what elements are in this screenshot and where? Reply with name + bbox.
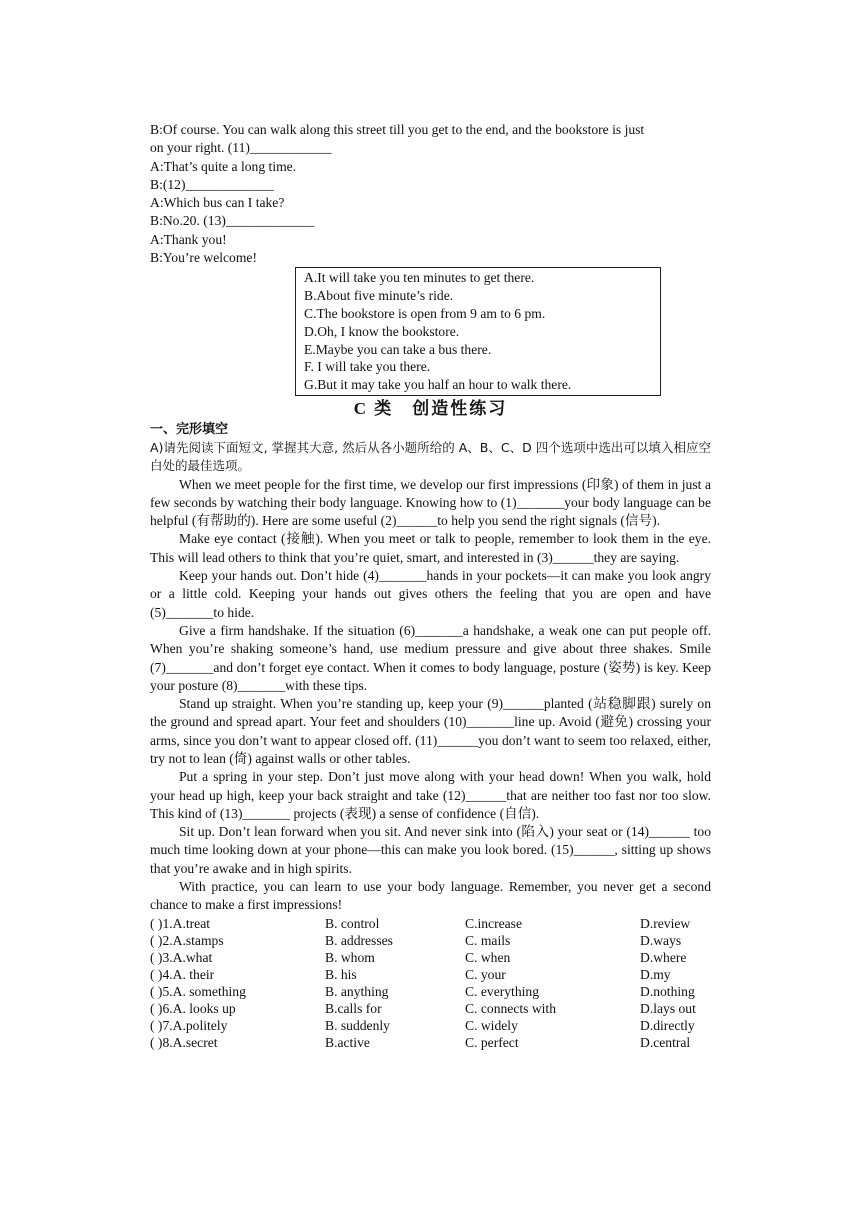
question-option-a: ( )3.A.what (150, 949, 213, 965)
question-option-d: D.central (640, 1034, 691, 1050)
question-option-c: C. mails (465, 932, 511, 948)
instructions: A)请先阅读下面短文, 掌握其大意, 然后从各小题所给的 A、B、C、D 四个选项中选出可以填入相应空白处的最佳选项。 (150, 439, 711, 474)
dialogue-line: B:Of course. You can walk along this street till you get to the end, and the bookstore is just (150, 122, 645, 137)
question-option-a: ( )8.A.secret (150, 1034, 218, 1050)
passage-paragraph: Stand up straight. When you’re standing up, keep your (9)______planted (站稳脚跟) surely on the ground and spread apart. Your feet and shoulders (10)_______line up. Avoid (避免) crossing your arms, since you don’t want to appear closed off. (11)______you don’t want to seem too relaxed, either, try not to lean (倚) against walls or other tables. (150, 696, 711, 766)
option-item: C.The bookstore is open from 9 am to 6 pm. (304, 305, 546, 321)
question-option-b: B.active (325, 1034, 370, 1050)
passage-paragraph: When we meet people for the first time, we develop our first impressions (印象) of them in just a few seconds by watching their body language. Knowing how to (1)_______your body language can be helpful (有帮助的). Here are some useful (2)______to help you send the right signals (信号). (150, 476, 711, 529)
question-row (150, 932, 711, 949)
option-item: G.But it may take you half an hour to walk there. (304, 377, 572, 393)
question-option-d: D.review (640, 915, 691, 931)
question-row (150, 983, 711, 1000)
question-option-d: D.lays out (640, 1000, 696, 1016)
question-option-a: ( )7.A.politely (150, 1017, 228, 1033)
question-option-c: C. connects with (465, 1000, 556, 1016)
question-option-c: C. everything (465, 983, 539, 999)
option-item: A.It will take you ten minutes to get there. (304, 270, 535, 286)
passage-paragraph: Give a firm handshake. If the situation (6)_______a handshake, a weak one can put people off. When you’re shaking someone’s hand, use medium pressure and give about three shakes. Smile (7)_______and don’t forget eye contact. When it comes to body language, posture (姿势) is key. Keep your posture (8)_______with these tips. (150, 622, 711, 693)
question-row (150, 915, 711, 932)
question-list (150, 915, 711, 1051)
section-title: C 类 创造性练习 (353, 398, 508, 418)
part-heading: 一、完形填空 (150, 421, 229, 437)
dialogue-line: A:Thank you! (150, 231, 227, 247)
passage-paragraph: Put a spring in your step. Don’t just move along with your head down! When you walk, hold your head up high, keep your back straight and take (12)______that are neither too fast nor too slow. This kind of (13)_______ projects (表现) a sense of confidence (自信). (150, 769, 711, 821)
dialogue (150, 121, 711, 267)
passage-paragraph: Sit up. Don’t lean forward when you sit. And never sink into (陷入) your seat or (14)______ too much time looking down at your phone—this can make you look bored. (15)______, sitting up shows that you’re awake and in high spirits. (150, 824, 711, 876)
option-item: F. I will take you there. (304, 359, 431, 375)
question-row (150, 949, 711, 966)
question-option-c: C. your (465, 966, 506, 982)
question-option-b: B. addresses (325, 932, 393, 948)
option-item: B.About five minute’s ride. (304, 288, 454, 304)
question-option-a: ( )4.A. their (150, 966, 215, 982)
passage (150, 476, 711, 915)
passage-paragraph: With practice, you can learn to use your body language. Remember, you never get a second chance to make a first impressions! (150, 879, 711, 913)
question-row (150, 1017, 711, 1034)
dialogue-line: B:You’re welcome! (150, 250, 257, 266)
question-option-c: C.increase (465, 915, 522, 931)
question-option-b: B. whom (325, 949, 375, 965)
question-option-a: ( )6.A. looks up (150, 1000, 236, 1016)
dialogue-line: A:Which bus can I take? (150, 195, 285, 211)
passage-paragraph: Make eye contact (接触). When you meet or talk to people, remember to look them in the eye. This will lead others to think that you’re quiet, smart, and interested in (3)______they are saying. (150, 531, 711, 565)
question-option-b: B. control (325, 915, 380, 931)
question-option-d: D.ways (640, 932, 682, 948)
option-item: E.Maybe you can take a bus there. (304, 341, 492, 357)
document-page (150, 121, 711, 1051)
question-option-d: D.where (640, 949, 687, 965)
question-row (150, 1034, 711, 1051)
question-option-a: ( )1.A.treat (150, 915, 211, 931)
dialogue-line: A:That’s quite a long time. (150, 158, 297, 174)
dialogue-line: B:No.20. (13)_____________ (150, 213, 315, 229)
question-option-b: B.calls for (325, 1000, 382, 1016)
question-option-c: C. when (465, 949, 511, 965)
question-option-d: D.directly (640, 1017, 695, 1033)
option-item: D.Oh, I know the bookstore. (304, 323, 460, 339)
question-option-b: B. his (325, 966, 357, 982)
dialogue-line: B:(12)_____________ (150, 176, 274, 192)
question-option-a: ( )2.A.stamps (150, 932, 224, 948)
question-option-b: B. suddenly (325, 1017, 390, 1033)
question-option-d: D.my (640, 966, 671, 982)
question-option-c: C. perfect (465, 1034, 519, 1050)
dialogue-line: on your right. (11)____________ (150, 140, 332, 156)
question-row (150, 1000, 711, 1017)
question-option-b: B. anything (325, 983, 389, 999)
answer-options-box (295, 267, 661, 396)
question-option-c: C. widely (465, 1017, 518, 1033)
passage-paragraph: Keep your hands out. Don’t hide (4)_______hands in your pockets—it can make you look angry or a little cold. Keeping your hands out gives others the feeling that you are open and have (5)_______to hide. (150, 568, 711, 620)
question-option-d: D.nothing (640, 983, 695, 999)
question-row (150, 966, 711, 983)
question-option-a: ( )5.A. something (150, 983, 246, 999)
